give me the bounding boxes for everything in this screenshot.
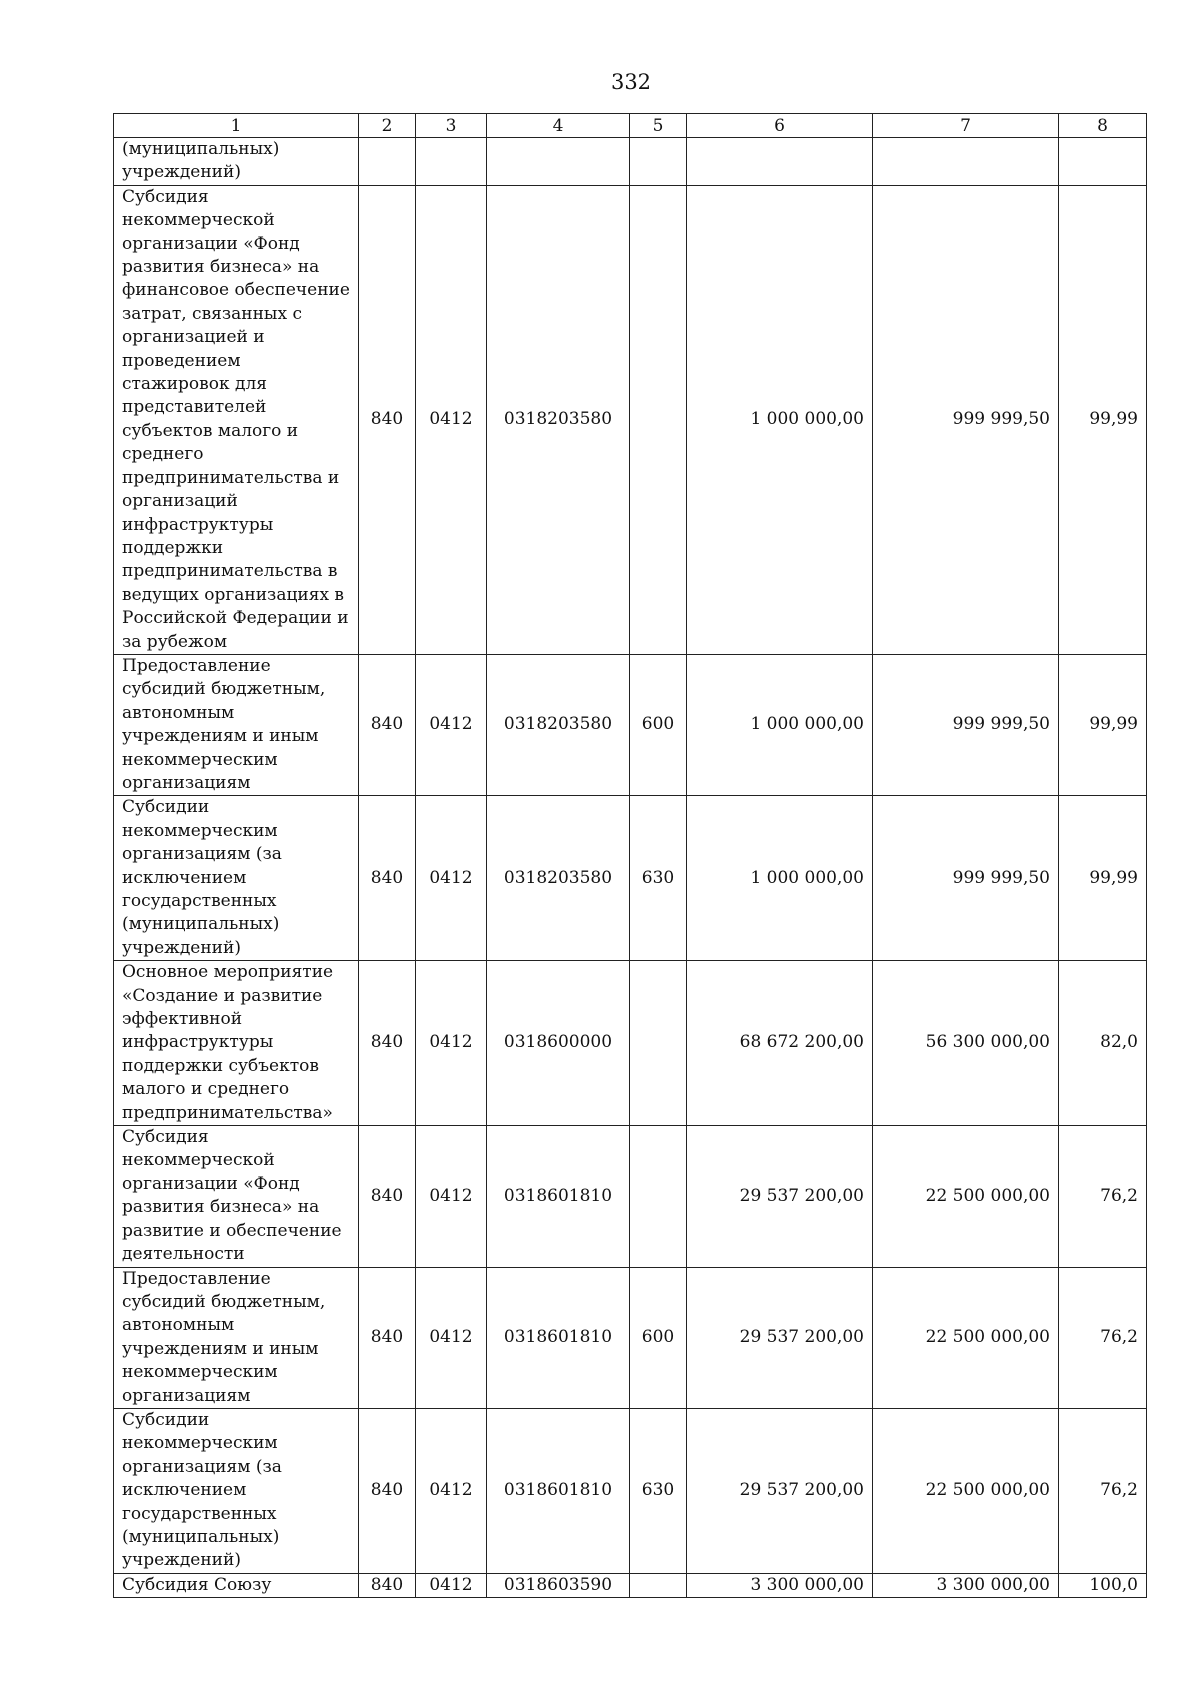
executed-amount-cell: 999 999,50	[873, 654, 1059, 795]
percent-cell: 99,99	[1059, 654, 1147, 795]
table-row	[114, 1126, 1147, 1267]
row-name-cell: Субсидия некоммерческой организации «Фонд развития бизнеса» на развитие и обеспечение деятельности	[114, 1126, 359, 1267]
planned-amount-cell: 3 300 000,00	[687, 1573, 873, 1597]
table-row	[114, 138, 1147, 186]
header-cell: 1	[114, 114, 359, 138]
target-article-cell: 0318603590	[487, 1573, 630, 1597]
glava-code-cell	[359, 138, 416, 186]
expense-type-cell	[630, 138, 687, 186]
percent-cell: 82,0	[1059, 961, 1147, 1126]
table-row	[114, 1573, 1147, 1597]
glava-code-cell: 840	[359, 1126, 416, 1267]
header-row	[114, 114, 1147, 138]
section-code-cell: 0412	[416, 654, 487, 795]
target-article-cell: 0318601810	[487, 1126, 630, 1267]
target-article-cell: 0318203580	[487, 796, 630, 961]
expense-type-cell: 600	[630, 654, 687, 795]
row-name-cell: (муниципальных) учреждений)	[114, 138, 359, 186]
glava-code-cell: 840	[359, 1408, 416, 1573]
table-row	[114, 796, 1147, 961]
executed-amount-cell: 999 999,50	[873, 185, 1059, 654]
planned-amount-cell: 29 537 200,00	[687, 1126, 873, 1267]
expense-type-cell	[630, 961, 687, 1126]
target-article-cell: 0318601810	[487, 1408, 630, 1573]
percent-cell: 76,2	[1059, 1126, 1147, 1267]
target-article-cell	[487, 138, 630, 186]
header-cell: 5	[630, 114, 687, 138]
percent-cell	[1059, 138, 1147, 186]
table-row	[114, 1267, 1147, 1408]
table-row	[114, 185, 1147, 654]
row-name-cell: Предоставление субсидий бюджетным, автономным учреждениям и иным некоммерческим организациям	[114, 1267, 359, 1408]
target-article-cell: 0318600000	[487, 961, 630, 1126]
section-code-cell: 0412	[416, 185, 487, 654]
expense-type-cell: 630	[630, 1408, 687, 1573]
expense-type-cell: 600	[630, 1267, 687, 1408]
header-cell: 8	[1059, 114, 1147, 138]
glava-code-cell: 840	[359, 961, 416, 1126]
planned-amount-cell: 29 537 200,00	[687, 1267, 873, 1408]
target-article-cell: 0318203580	[487, 654, 630, 795]
section-code-cell: 0412	[416, 796, 487, 961]
section-code-cell	[416, 138, 487, 186]
planned-amount-cell: 1 000 000,00	[687, 185, 873, 654]
header-cell: 6	[687, 114, 873, 138]
glava-code-cell: 840	[359, 1267, 416, 1408]
planned-amount-cell: 1 000 000,00	[687, 654, 873, 795]
table-row	[114, 1408, 1147, 1573]
section-code-cell: 0412	[416, 1126, 487, 1267]
page-number: 332	[610, 70, 652, 94]
percent-cell: 99,99	[1059, 796, 1147, 961]
row-name-cell: Субсидии некоммерческим организациям (за исключением государственных (муниципальных) учреждений)	[114, 1408, 359, 1573]
section-code-cell: 0412	[416, 961, 487, 1126]
expense-type-cell	[630, 185, 687, 654]
planned-amount-cell	[687, 138, 873, 186]
budget-table	[113, 113, 1147, 1598]
executed-amount-cell: 22 500 000,00	[873, 1408, 1059, 1573]
row-name-cell: Предоставление субсидий бюджетным, автономным учреждениям и иным некоммерческим организациям	[114, 654, 359, 795]
percent-cell: 76,2	[1059, 1408, 1147, 1573]
glava-code-cell: 840	[359, 796, 416, 961]
row-name-cell: Субсидия Союзу	[114, 1573, 359, 1597]
header-cell: 2	[359, 114, 416, 138]
section-code-cell: 0412	[416, 1408, 487, 1573]
percent-cell: 99,99	[1059, 185, 1147, 654]
executed-amount-cell: 3 300 000,00	[873, 1573, 1059, 1597]
expense-type-cell	[630, 1573, 687, 1597]
target-article-cell: 0318203580	[487, 185, 630, 654]
executed-amount-cell	[873, 138, 1059, 186]
planned-amount-cell: 1 000 000,00	[687, 796, 873, 961]
target-article-cell: 0318601810	[487, 1267, 630, 1408]
executed-amount-cell: 22 500 000,00	[873, 1126, 1059, 1267]
glava-code-cell: 840	[359, 654, 416, 795]
glava-code-cell: 840	[359, 185, 416, 654]
row-name-cell: Субсидия некоммерческой организации «Фонд развития бизнеса» на финансовое обеспечение затрат, связанных с организацией и проведением стажировок для представителей субъектов малого и среднего предпринимательства и организаций инфраструктуры поддержки предпринимательства в ведущих организациях в Российской Федерации и за рубежом	[114, 185, 359, 654]
percent-cell: 76,2	[1059, 1267, 1147, 1408]
executed-amount-cell: 56 300 000,00	[873, 961, 1059, 1126]
executed-amount-cell: 22 500 000,00	[873, 1267, 1059, 1408]
section-code-cell: 0412	[416, 1267, 487, 1408]
row-name-cell: Основное мероприятие «Создание и развитие эффективной инфраструктуры поддержки субъектов малого и среднего предпринимательства»	[114, 961, 359, 1126]
expense-type-cell	[630, 1126, 687, 1267]
expense-type-cell: 630	[630, 796, 687, 961]
table-row	[114, 961, 1147, 1126]
header-cell: 4	[487, 114, 630, 138]
table-row	[114, 654, 1147, 795]
section-code-cell: 0412	[416, 1573, 487, 1597]
planned-amount-cell: 68 672 200,00	[687, 961, 873, 1126]
glava-code-cell: 840	[359, 1573, 416, 1597]
executed-amount-cell: 999 999,50	[873, 796, 1059, 961]
header-cell: 7	[873, 114, 1059, 138]
header-cell: 3	[416, 114, 487, 138]
percent-cell: 100,0	[1059, 1573, 1147, 1597]
row-name-cell: Субсидии некоммерческим организациям (за исключением государственных (муниципальных) учреждений)	[114, 796, 359, 961]
planned-amount-cell: 29 537 200,00	[687, 1408, 873, 1573]
